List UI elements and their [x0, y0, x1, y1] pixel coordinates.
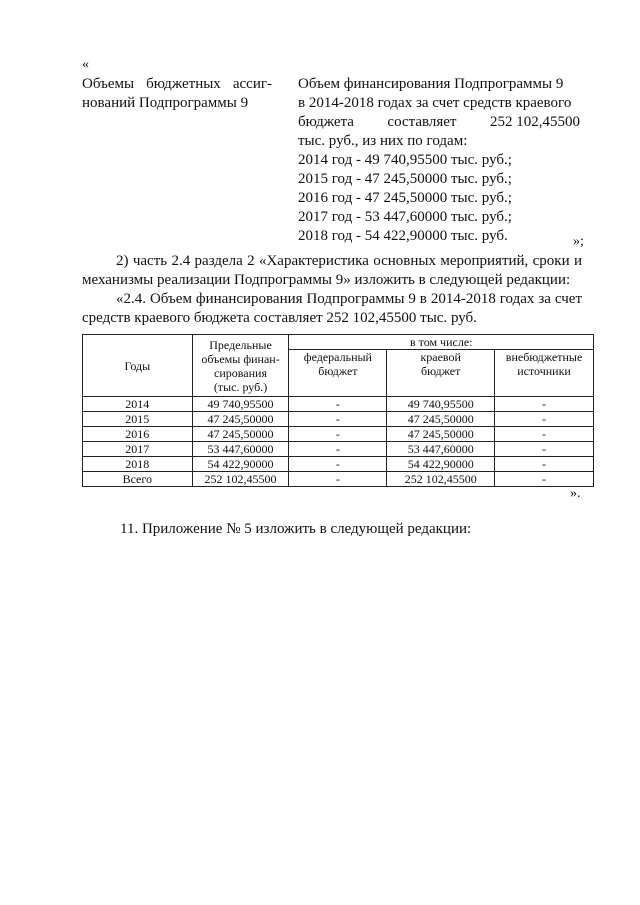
paragraph-section-2-4: «2.4. Объем финансирования Подпрограммы 9 в 2014-2018 годах за счет средств краевого бюджета составляет 252 102,45500 тыс. руб.: [82, 291, 582, 326]
header-extra-budgetary: внебюджетные источники: [495, 350, 594, 397]
value-line-2: в 2014-2018 годах за счет средств краевого: [298, 95, 572, 111]
paragraph-item-2: 2) часть 2.4 раздела 2 «Характеристика основных мероприятий, сроки и механизмы реализации Подпрограммы 9» изложить в следующей редакции:: [82, 253, 582, 288]
passport-value-cell: [298, 75, 580, 246]
table-row: 2014 49 740,95500 - 49 740,95500 -: [83, 397, 594, 412]
table-row: 2015 47 245,50000 - 47 245,50000 -: [83, 412, 594, 427]
table-row-total: Всего 252 102,45500 - 252 102,45500 -: [83, 472, 594, 487]
closing-quote-2: ».: [570, 486, 581, 501]
header-years: Годы: [83, 335, 193, 397]
table-row: 2016 47 245,50000 - 47 245,50000 -: [83, 427, 594, 442]
year-line: 2014 год - 49 740,95500 тыс. руб.;: [298, 152, 512, 168]
table-row: 2018 54 422,90000 - 54 422,90000 -: [83, 457, 594, 472]
table-row: 2017 53 447,60000 - 53 447,60000 -: [83, 442, 594, 457]
year-line: 2018 год - 54 422,90000 тыс. руб.: [298, 228, 508, 244]
year-line: 2015 год - 47 245,50000 тыс. руб.;: [298, 171, 512, 187]
label-line-2: нований Подпрограммы 9: [82, 95, 249, 111]
closing-quote-1: »;: [573, 234, 584, 249]
opening-quote: «: [82, 57, 89, 72]
header-including: в том числе:: [289, 335, 594, 350]
header-federal: федеральный бюджет: [289, 350, 387, 397]
year-line: 2017 год - 53 447,60000 тыс. руб.;: [298, 209, 512, 225]
financing-table: [82, 334, 594, 487]
header-regional: краевой бюджет: [387, 350, 495, 397]
value-line-4: тыс. руб., из них по годам:: [298, 133, 468, 149]
passport-label-cell: [82, 75, 272, 113]
value-line-3: бюджета составляет 252 102,45500: [298, 114, 580, 130]
year-line: 2016 год - 47 245,50000 тыс. руб.;: [298, 190, 512, 206]
label-line-1: Объемы бюджетных ассиг-: [82, 76, 272, 92]
header-limit-volumes: Предельные объемы финан- сирования (тыс. руб.): [192, 335, 289, 397]
paragraph-item-11: 11. Приложение № 5 изложить в следующей редакции:: [120, 521, 472, 537]
value-line-1: Объем финансирования Подпрограммы 9: [298, 76, 564, 92]
